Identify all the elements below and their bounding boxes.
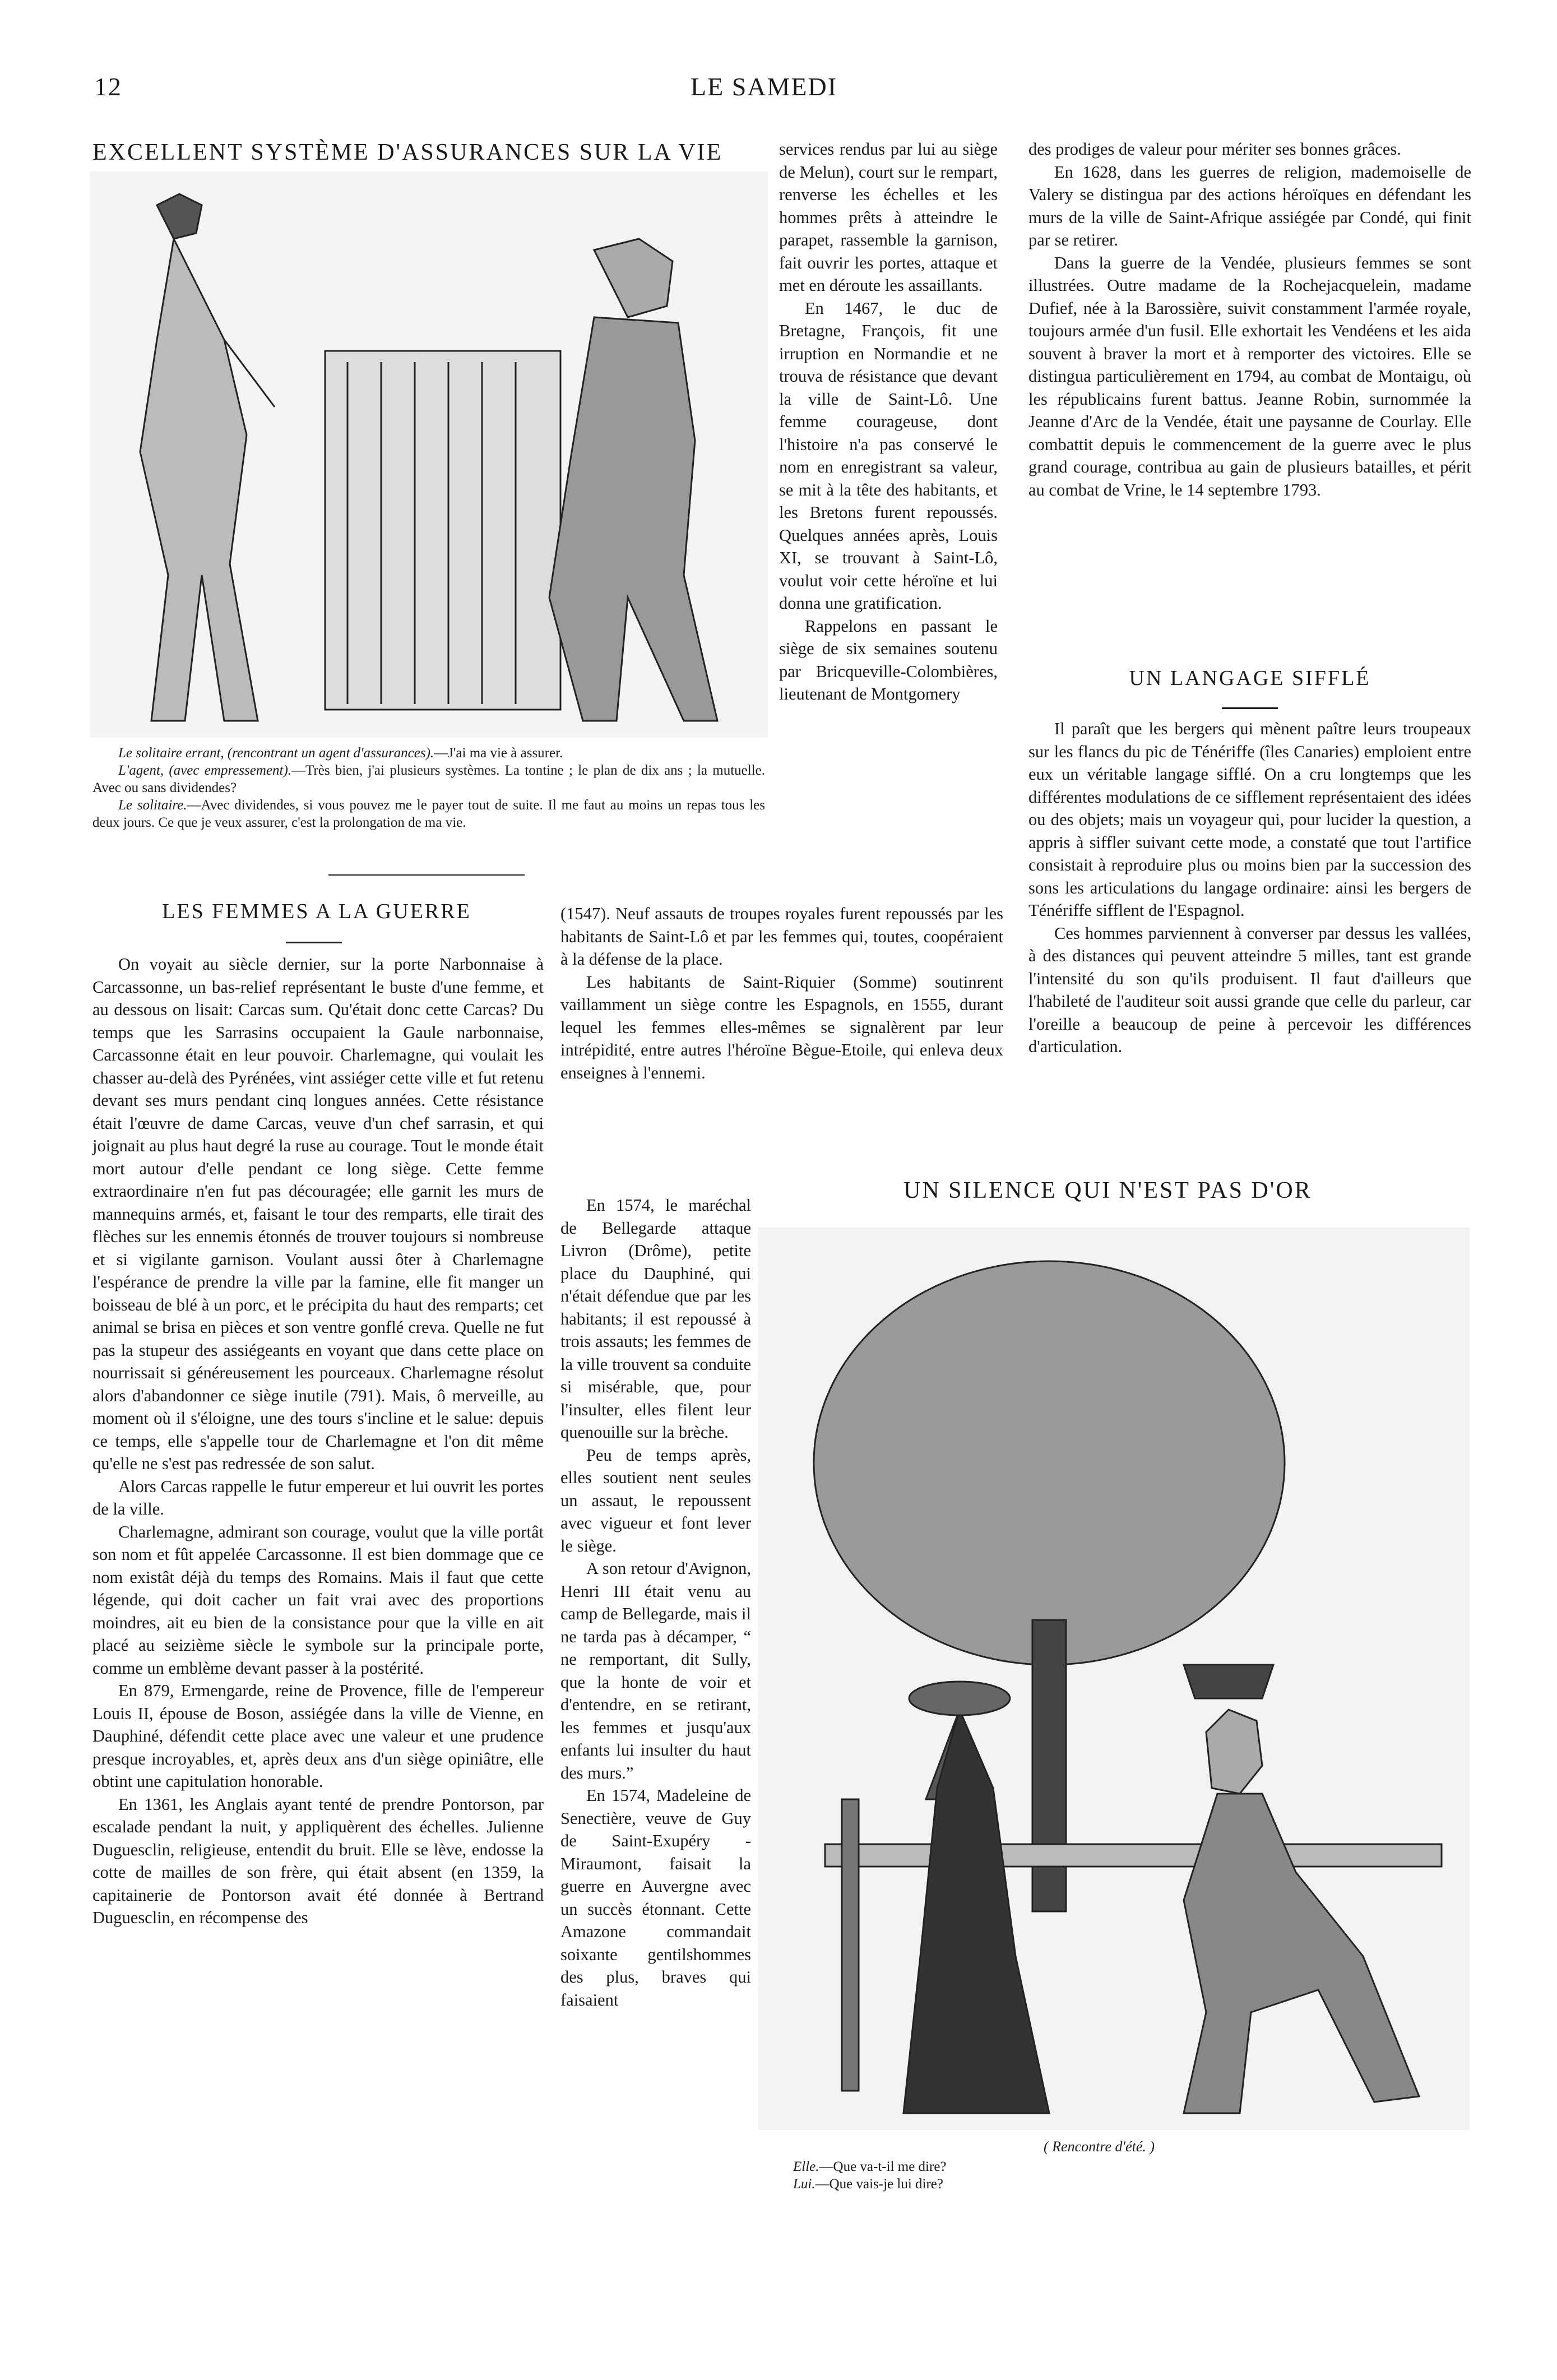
caption-speaker: L'agent, (avec empressement). — [118, 763, 292, 778]
paragraph: A son retour d'Avignon, Henri III était venu au camp de Bellegarde, mais il ne tarda pas à décamper, “ ne remportant, dit Sully, que la honte de voir et d'entendre, en se retirant, les femmes et jusqu'aux enfants lui insulter du haut des murs.” — [560, 1559, 751, 1782]
insurance-caption — [92, 744, 765, 831]
title-rule — [1222, 707, 1278, 709]
women-column-1 — [92, 953, 544, 1929]
whistle-article-title: UN LANGAGE SIFFLÉ — [1129, 666, 1371, 690]
caption-text: —Avec dividendes, si vous pouvez me le payer tout de suite. Il me faut au moins un repas tous les deux jours. Ce que je veux assurer, c'est la prolongation de ma vie. — [92, 798, 765, 830]
caption-line — [92, 744, 765, 762]
divider-rule — [328, 874, 525, 876]
silence-subcaption: ( Rencontre d'été. ) — [1044, 2138, 1155, 2155]
paragraph: En 879, Ermengarde, reine de Provence, fille de l'empereur Louis II, épouse de Boson, assiégée dans la ville de Vienne, en Dauphiné, défendit cette place avec une valeur et une prudence presque incroyables, et, après deux ans d'un siège opiniâtre, elle obtint une capitulation honorable. — [92, 1681, 544, 1791]
paragraph: En 1574, le maréchal de Bellegarde attaque Livron (Drôme), petite place du Dauphiné, qui n'était défendue que par les habitants; il est repoussé à trois assauts; les femmes de la ville trouvent sa conduite si misérable, que, pour l'insulter, elles filent leur quenouille sur la brèche. — [560, 1196, 751, 1442]
women-article-title: LES FEMMES A LA GUERRE — [162, 900, 471, 923]
paragraph: Rappelons en passant le siège de six semaines soutenu par Bricqueville-Colombières, lieutenant de Montgomery — [779, 616, 998, 703]
paragraph: services rendus par lui au siège de Melun), court sur le rempart, renverse les échelles et les hommes prêts à atteindre le parapet, rassemble la garnison, fait ouvrir les portes, attaque et met en déroute les assaillants. — [779, 140, 998, 295]
caption-text: —Très bien, j'ai plusieurs systèmes. La tontine ; le plan de dix ans ; la mutuelle. Avec ou sans dividendes? — [92, 763, 766, 795]
paragraph: En 1361, les Anglais ayant tenté de prendre Pontorson, par escalade pendant la nuit, y appliquèrent des échelles. Julienne Duguesclin, religieuse, entendit du bruit. Elle se lève, endosse la cotte de mailles de son frère, qui était absent (en 1359, la capitainerie de Pontorson avait été donnée à Bertrand Duguesclin, en récompense des — [92, 1794, 544, 1927]
paragraph: Ces hommes parviennent à converser par dessus les vallées, à des distances qui peuvent atteindre 5 milles, tant est grande l'intensité du son qu'ils produisent. Il faut d'ailleurs que l'habileté de l'auditeur soit aussi grande que celle du parleur, car l'oreille a beaucoup de peine à percevoir les différences d'articulation. — [1028, 923, 1471, 1056]
dialogue-speaker: Elle. — [793, 2159, 819, 2174]
dialogue-speaker: Lui. — [793, 2177, 815, 2192]
dialogue-line — [793, 2158, 1129, 2175]
dialogue-line — [793, 2175, 1129, 2193]
women-column-2-wide — [560, 902, 1003, 1084]
women-column-2-top — [779, 138, 998, 706]
paragraph: des prodiges de valeur pour mériter ses bonnes grâces. — [1028, 140, 1401, 159]
silence-article-title: UN SILENCE QUI N'EST PAS D'OR — [903, 1178, 1312, 1203]
paragraph: On voyait au siècle dernier, sur la porte Narbonnaise à Carcassonne, un bas-relief représentant le buste d'une femme, et au dessous on lisait: Carcas sum. Qu'était donc cette Carcas? Du temps que les Sarrasins occupaient la Gaule narbonnaise, Carcassonne était en leur pouvoir. Charlemagne, qui voulait les chasser au-delà des Pyrénées, vint assiéger cette ville et fut retenu devant ses murs pendant cinq longues années. Cette résistance était l'œuvre de dame Carcas, veuve d'un chef sarrasin, et qui joignait au plus haut degré la ruse au courage. Tout le monde était mort autour d'elle pendant ce long siège. Cette femme extraordinaire n'en fut pas découragée; elle garnit les murs de mannequins armés, et, faisant le tour des remparts, elle tirait des flèches sur les ennemis étonnés de trouver toujours si nombreuse et si vigilante garnison. Voulant aussi ôter à Charlemagne l'espérance de prendre la ville par la famine, elle fit manger un boisseau de blé à un porc, et le précipita du haut des remparts; cet animal se brisa en pièces et son ventre gonflé creva. Quelle ne fut pas la stupeur des assiégeants en voyant que dans cette place on nourrissait si généreusement les pourceaux. Charlemagne résolut alors d'abandonner ce siège inutile (791). Mais, ô merveille, au moment où il s'éloigne, une des tours s'incline et le salue: depuis ce temps, elle s'appelle tour de Charlemagne et l'on dit même qu'elle ne s'est pas redressée de son salut. — [92, 955, 544, 1473]
women-column-2-narrow — [560, 1194, 751, 2011]
illustration-summer-encounter — [758, 1228, 1470, 2130]
insurance-article-title: EXCELLENT SYSTÈME D'ASSURANCES SUR LA VIE — [92, 140, 723, 165]
silence-dialogue — [793, 2158, 1129, 2193]
title-rule — [286, 942, 342, 943]
caption-line — [92, 797, 765, 831]
whistle-article-body — [1028, 717, 1471, 1058]
page-number: 12 — [94, 72, 122, 101]
paragraph: En 1628, dans les guerres de religion, mademoiselle de Valery se distingua par des actions héroïques en défendant les murs de la ville de Saint-Afrique assiégée par Condé, qui finit par se retirer. — [1028, 162, 1471, 249]
caption-speaker: Le solitaire errant, (rencontrant un agent d'assurances). — [118, 746, 434, 761]
paragraph: En 1574, Madeleine de Senectière, veuve de Guy de Saint-Exupéry - Miraumont, faisait la guerre en Auvergne avec un succès étonnant. Cette Amazone commandait soixante gentilshommes des plus, braves qui faisaient — [560, 1786, 751, 2009]
women-column-3 — [1028, 138, 1471, 501]
paragraph: (1547). Neuf assauts de troupes royales furent repoussés par les habitants de Saint-Lô et par les femmes qui, toutes, coopéraient à la défense de la place. — [560, 904, 1003, 969]
caption-speaker: Le solitaire. — [118, 798, 187, 813]
paragraph: Dans la guerre de la Vendée, plusieurs femmes se sont illustrées. Outre madame de la Rochejacquelein, madame Dufief, née à la Barossière, suivit constamment l'armée royale, toujours armée d'un fusil. Elle exhortait les Vendéens et les aida souvent à braver la mort et à remporter des victoires. Elle se distingua particulièrement en 1794, au combat de Montaigu, où les républicains furent battus. Jeanne Robin, surnommée la Jeanne d'Arc de la Vendée, était une paysanne de Courlay. Elle combattit depuis le commencement de la guerre avec le plus grand courage, contribua au gain de plusieurs batailles, et périt au combat de Vrine, le 14 septembre 1793. — [1028, 253, 1471, 499]
paragraph: Il paraît que les bergers qui mènent paître leurs troupeaux sur les flancs du pic de Ténériffe (îles Canaries) emploient entre eux un véritable langage sifflé. On a cru longtemps que les différentes modulations de ce sifflement représentaient des idées ou des objets; mais un voyageur qui, pour lucider la question, a appris à siffler suivant cette mode, a constaté que tout l'artifice consistait à reproduire plus ou moins bien par la succession des sons les articulations du langage ordinaire: ainsi les bergers de Ténériffe sifflent de l'Espagnol. — [1028, 719, 1471, 920]
journal-title: LE SAMEDI — [691, 72, 838, 101]
paragraph: Les habitants de Saint-Riquier (Somme) soutinrent vaillamment un siège contre les Espagnols, en 1555, durant lequel les femmes elles-mêmes se signalèrent par leur intrépidité, entre autres l'héroïne Bègue-Etoile, qui enleva deux enseignes à l'ennemi. — [560, 972, 1003, 1082]
illustration-insurance-agent — [90, 172, 768, 738]
paragraph: Alors Carcas rappelle le futur empereur et lui ouvrit les portes de la ville. — [92, 1476, 544, 1518]
paragraph: Charlemagne, admirant son courage, voulut que la ville portât son nom et fût appelée Carcassonne. Il est bien dommage que ce nom existât déjà du temps des Romains. Mais il faut que cette légende, qui doit cacher un fait vrai avec des proportions moindres, ait eu bien de la consistance pour que la ville en ait placé au seizième siècle le symbole sur la principale porte, comme un emblème devant passer à la postérité. — [92, 1522, 544, 1678]
dialogue-text: —Que va-t-il me dire? — [819, 2159, 947, 2174]
paragraph: En 1467, le duc de Bretagne, François, fit une irruption en Normandie et ne trouva de résistance que devant la ville de Saint-Lô. Une femme courageuse, dont l'histoire n'a pas conservé le nom en enregistrant sa valeur, se mit à la tête des habitants, et les Bretons furent repoussés. Quelques années après, Louis XI, se trouvant à Saint-Lô, voulut voir cette héroïne et lui donna une gratification. — [779, 298, 998, 613]
caption-text: —J'ai ma vie à assurer. — [434, 746, 563, 761]
caption-line — [92, 762, 765, 797]
paragraph: Peu de temps après, elles soutient nent seules un assaut, le repoussent avec vigueur et font lever le siège. — [560, 1445, 751, 1555]
dialogue-text: —Que vais-je lui dire? — [815, 2177, 944, 2192]
